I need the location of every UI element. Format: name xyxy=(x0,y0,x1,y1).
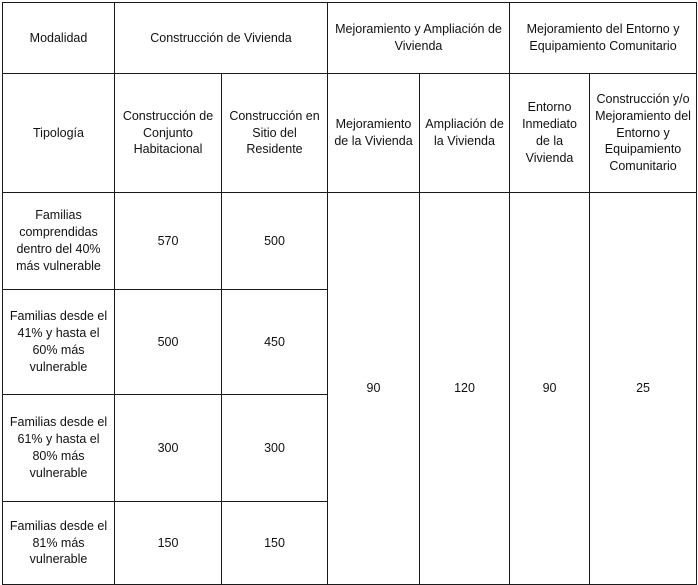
mejoramiento-value: 90 xyxy=(328,193,420,585)
equipamiento-value: 25 xyxy=(590,193,697,585)
conjunto-habitacional-header: Construcción de Conjunto Habitacional xyxy=(115,74,222,193)
construccion-vivienda-header: Construcción de Vivienda xyxy=(115,3,328,74)
sitio-value: 300 xyxy=(222,395,328,502)
row-label: Familias desde el 81% más vulnerable xyxy=(3,502,115,585)
row-label: Familias comprendidas dentro del 40% más vulnerable xyxy=(3,193,115,290)
sitio-value: 450 xyxy=(222,290,328,395)
entorno-value: 90 xyxy=(510,193,590,585)
ampliacion-vivienda-header: Ampliación de la Vivienda xyxy=(420,74,510,193)
mejoramiento-vivienda-header: Mejoramiento de la Vivienda xyxy=(328,74,420,193)
conjunto-value: 150 xyxy=(115,502,222,585)
sitio-residente-header: Construcción en Sitio del Residente xyxy=(222,74,328,193)
table-row xyxy=(3,193,697,290)
conjunto-value: 570 xyxy=(115,193,222,290)
ampliacion-value: 120 xyxy=(420,193,510,585)
conjunto-value: 500 xyxy=(115,290,222,395)
construccion-equipamiento-header: Construcción y/o Mejoramiento del Entorno y Equipamiento Comunitario xyxy=(590,74,697,193)
modalidad-label: Modalidad xyxy=(3,3,115,74)
sitio-value: 500 xyxy=(222,193,328,290)
tipologia-label: Tipología xyxy=(3,74,115,193)
subsidy-table xyxy=(2,2,697,585)
entorno-inmediato-header: Entorno Inmediato de la Vivienda xyxy=(510,74,590,193)
subheader-row xyxy=(3,74,697,193)
row-label: Familias desde el 61% y hasta el 80% más vulnerable xyxy=(3,395,115,502)
mejoramiento-ampliacion-header: Mejoramiento y Ampliación de Vivienda xyxy=(328,3,510,74)
header-row xyxy=(3,3,697,74)
sitio-value: 150 xyxy=(222,502,328,585)
row-label: Familias desde el 41% y hasta el 60% más vulnerable xyxy=(3,290,115,395)
conjunto-value: 300 xyxy=(115,395,222,502)
mejoramiento-entorno-header: Mejoramiento del Entorno y Equipamiento Comunitario xyxy=(510,3,697,74)
